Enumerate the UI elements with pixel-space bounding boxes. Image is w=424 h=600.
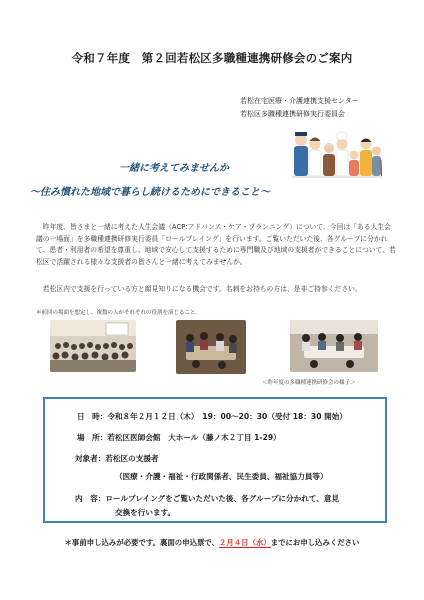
organizer-2: 若松区多職種連携研修実行委員会 — [240, 110, 345, 118]
footnote: ＊前回の場面を想定し、複数の人がそれぞれの役割を演じること。 — [36, 310, 202, 316]
event-target-label: 対象者： — [75, 454, 106, 463]
catchphrase: 一緒に考えてみませんか — [119, 163, 229, 174]
event-place-row — [77, 432, 281, 443]
photo-lecture-hall — [50, 320, 136, 372]
event-place-value: 若松区医師会館 大ホール（藤ノ木２丁目 1-29） — [107, 433, 281, 442]
event-target-value: 若松区の支援者 — [105, 454, 159, 463]
person-elder-cane-icon — [372, 147, 382, 177]
document-title: 令和７年度 第２回若松区多職種連携研修会のご案内 — [71, 51, 353, 65]
photo-caption: ＜昨年度の多職種連携研修会の様子＞ — [262, 380, 356, 386]
event-place-label: 場 所： — [77, 433, 108, 442]
intro-paragraph-1-text: 昨年度、皆さまと一緒に考えた人生会議（ACP:アドバンス・ケア・プランニング）について、今回は「ある人生会議の一場面」を多職種連携研修実行委員「ロールプレイング」を行います。ご覧いただいた後、各グループに分かれて、患者・利用者の希望を尊重し、地域で安心して支援するために専門職及び地域の支援者ができることについて、若松区で活躍される様々な支援者の皆さんと一緒に考えてみませんか。 — [36, 223, 396, 266]
event-content-value-2: 交換を行います。 — [115, 508, 176, 517]
person-chef-icon — [336, 132, 348, 176]
photo-group-discussion-2 — [290, 320, 378, 372]
intro-paragraph-2-text: 若松区内で支援を行っている方と顔見知りになる機会です。名刺をお持ちの方は、是非ご持参ください。 — [42, 285, 362, 293]
registration-notice — [0, 537, 424, 548]
registration-deadline: ２月４日（水） — [219, 538, 271, 547]
event-date-row — [77, 411, 347, 422]
event-info-box — [43, 397, 387, 523]
person-child-icon — [349, 151, 359, 177]
community-people-illustration — [292, 124, 382, 186]
event-content-label: 内 容： — [75, 494, 106, 503]
organizer-1: 若松在宅医療・介護連携支援センター — [240, 97, 359, 105]
registration-notice-suffix: までにお申し込みください — [270, 538, 360, 547]
event-date-label: 日 時： — [77, 412, 108, 421]
event-date-value: 令和８年２月１２日（木） 19：00〜20：30（受付 18：30 開始） — [107, 412, 347, 421]
person-elder-icon — [323, 143, 335, 176]
person-police-icon — [294, 132, 308, 176]
person-nurse-icon — [309, 138, 321, 177]
sub-catchphrase: 〜住み慣れた地域で暮らし続けるためにできること〜 — [30, 187, 270, 198]
intro-paragraph-2 — [36, 284, 396, 296]
registration-notice-prefix: ＊事前申し込みが必要です。裏面の申込票で、 — [64, 538, 219, 547]
event-content-row — [75, 493, 339, 504]
photo-group-discussion-1 — [176, 320, 246, 374]
person-adult-icon — [360, 139, 372, 177]
event-content-value: ロールプレイングをご覧いただいた後、各グループに分かれて、意見 — [105, 494, 340, 503]
event-target-row — [75, 453, 159, 464]
event-target-detail: （医療・介護・福祉・行政関係者、民生委員、福祉協力員等） — [115, 472, 328, 481]
intro-paragraph-1 — [36, 222, 396, 268]
